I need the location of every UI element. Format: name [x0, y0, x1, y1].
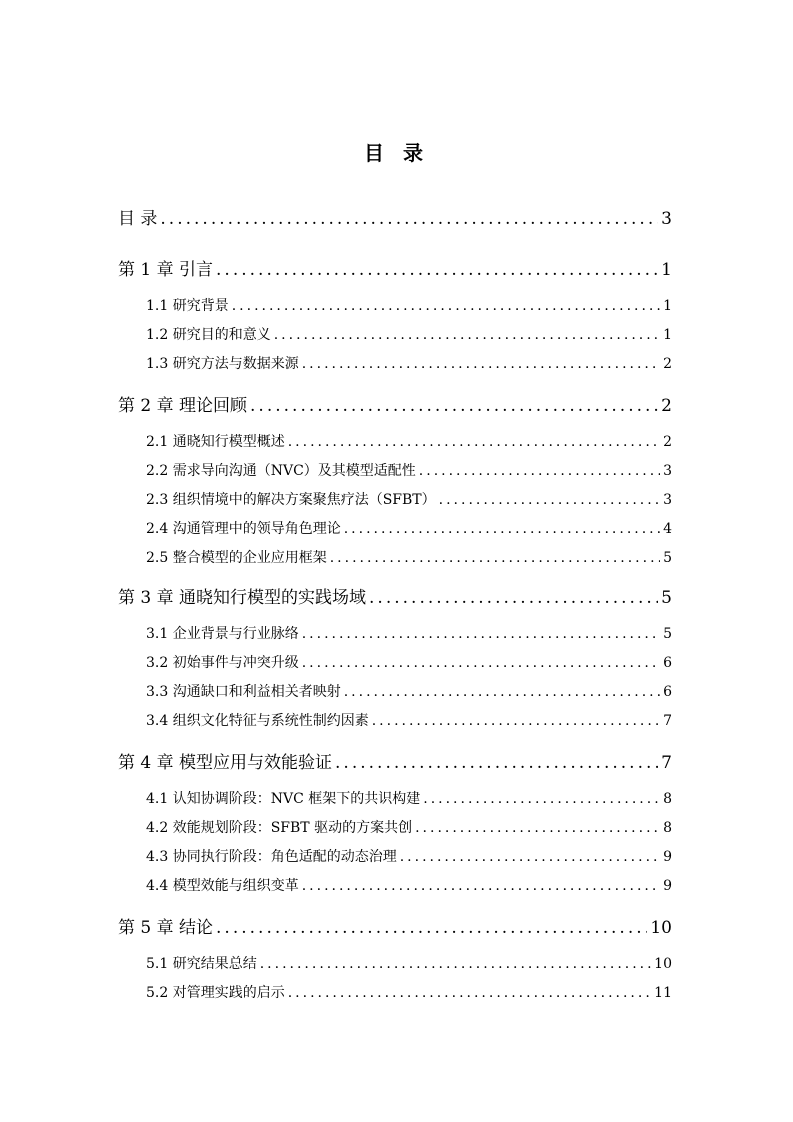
toc-entry-label: 第 2 章 理论回顾	[118, 396, 248, 416]
toc-leader-dots	[216, 260, 658, 280]
toc-page-number: 8	[663, 791, 672, 807]
toc-entry-label: 5.2 对管理实践的启示	[146, 985, 285, 1001]
toc-entry-label: 第 5 章 结论	[118, 918, 214, 938]
toc-leader-dots	[439, 492, 660, 508]
toc-entry-label: 第 3 章 通晓知行模型的实践场域	[118, 588, 367, 608]
toc-entry[interactable]	[118, 204, 672, 229]
toc-page-number: 5	[663, 626, 672, 642]
toc-leader-dots	[344, 521, 660, 537]
toc-leader-dots	[250, 396, 658, 416]
toc-page-number: 2	[663, 356, 672, 372]
toc-entry[interactable]	[146, 295, 672, 315]
toc-page-number: 2	[661, 396, 672, 416]
toc-page-number: 9	[663, 878, 672, 894]
toc-entry-label: 1.2 研究目的和意义	[146, 327, 271, 343]
toc-entry-label: 2.2 需求导向沟通（NVC）及其模型适配性	[146, 463, 416, 479]
toc-entry[interactable]	[118, 255, 672, 280]
toc-leader-dots	[260, 956, 651, 972]
toc-leader-dots	[372, 713, 660, 729]
toc-page-number: 7	[661, 753, 672, 773]
toc-entry-label: 3.4 组织文化特征与系统性制约因素	[146, 713, 369, 729]
toc-entry-label: 第 1 章 引言	[118, 260, 214, 280]
toc-leader-dots	[302, 356, 660, 372]
toc-leader-dots	[160, 209, 658, 229]
toc-page-number: 1	[661, 260, 672, 280]
toc-leader-dots	[335, 753, 658, 773]
toc-page-number: 4	[663, 521, 672, 537]
toc-entry[interactable]	[118, 391, 672, 416]
toc-leader-dots	[288, 434, 660, 450]
toc-entry-label: 4.3 协同执行阶段：角色适配的动态治理	[146, 849, 397, 865]
toc-entry-label: 3.2 初始事件与冲突升级	[146, 655, 299, 671]
toc-page-number: 5	[663, 550, 672, 566]
toc-entry-label: 目 录	[118, 209, 158, 229]
toc-leader-dots	[400, 849, 660, 865]
toc-entry[interactable]	[118, 913, 672, 938]
toc-entry[interactable]	[146, 846, 672, 866]
toc-entry-label: 3.1 企业背景与行业脉络	[146, 626, 299, 642]
toc-page-number: 3	[661, 209, 672, 229]
toc-entry[interactable]	[146, 953, 672, 973]
toc-page-number: 5	[661, 588, 672, 608]
toc-entry[interactable]	[118, 583, 672, 608]
toc-entry[interactable]	[146, 460, 672, 480]
toc-leader-dots	[423, 791, 660, 807]
toc-page-number: 9	[663, 849, 672, 865]
toc-entry[interactable]	[146, 817, 672, 837]
toc-leader-dots	[330, 550, 660, 566]
toc-page-number: 6	[663, 655, 672, 671]
toc-entry[interactable]	[146, 547, 672, 567]
toc-entry-label: 4.1 认知协调阶段：NVC 框架下的共识构建	[146, 791, 421, 807]
toc-entry-label: 4.2 效能规划阶段：SFBT 驱动的方案共创	[146, 820, 413, 836]
toc-leader-dots	[302, 626, 660, 642]
toc-entry[interactable]	[146, 875, 672, 895]
toc-entry[interactable]	[146, 353, 672, 373]
toc-entry[interactable]	[118, 748, 672, 773]
toc-leader-dots	[369, 588, 658, 608]
toc-leader-dots	[415, 820, 660, 836]
toc-entry-label: 5.1 研究结果总结	[146, 956, 257, 972]
toc-entry-label: 1.3 研究方法与数据来源	[146, 356, 299, 372]
toc-entry[interactable]	[146, 652, 672, 672]
toc-entry[interactable]	[146, 788, 672, 808]
toc-leader-dots	[274, 327, 660, 343]
toc-leader-dots	[344, 684, 660, 700]
toc-page-number: 1	[663, 327, 672, 343]
toc-entry-label: 第 4 章 模型应用与效能验证	[118, 753, 333, 773]
toc-leader-dots	[302, 878, 660, 894]
toc-page-number: 11	[654, 985, 672, 1001]
toc-page-number: 3	[663, 463, 672, 479]
toc-entry[interactable]	[146, 681, 672, 701]
toc-entry[interactable]	[146, 431, 672, 451]
toc-entry-label: 4.4 模型效能与组织变革	[146, 878, 299, 894]
toc-entry[interactable]	[146, 324, 672, 344]
toc-entry[interactable]	[146, 489, 672, 509]
toc-leader-dots	[216, 918, 647, 938]
toc-leader-dots	[232, 298, 660, 314]
toc-page-number: 7	[663, 713, 672, 729]
toc-page-number: 3	[663, 492, 672, 508]
toc-page-number: 6	[663, 684, 672, 700]
toc-page-number: 8	[663, 820, 672, 836]
toc-entry[interactable]	[146, 518, 672, 538]
toc-page-number: 10	[650, 918, 672, 938]
toc-entry[interactable]	[146, 982, 672, 1002]
toc-leader-dots	[288, 985, 651, 1001]
toc-entry[interactable]	[146, 710, 672, 730]
toc-page-number: 1	[663, 298, 672, 314]
toc-entry-label: 1.1 研究背景	[146, 298, 229, 314]
toc-leader-dots	[419, 463, 660, 479]
toc-entry-label: 2.3 组织情境中的解决方案聚焦疗法（SFBT）	[146, 492, 436, 508]
toc-entry-label: 2.4 沟通管理中的领导角色理论	[146, 521, 341, 537]
toc-entry-label: 3.3 沟通缺口和利益相关者映射	[146, 684, 341, 700]
toc-page-number: 2	[663, 434, 672, 450]
toc-entry-label: 2.5 整合模型的企业应用框架	[146, 550, 327, 566]
toc-entry-label: 2.1 通晓知行模型概述	[146, 434, 285, 450]
toc-entry[interactable]	[146, 623, 672, 643]
toc-page-number: 10	[654, 956, 672, 972]
page-title: 目 录	[364, 141, 429, 165]
toc-leader-dots	[302, 655, 660, 671]
